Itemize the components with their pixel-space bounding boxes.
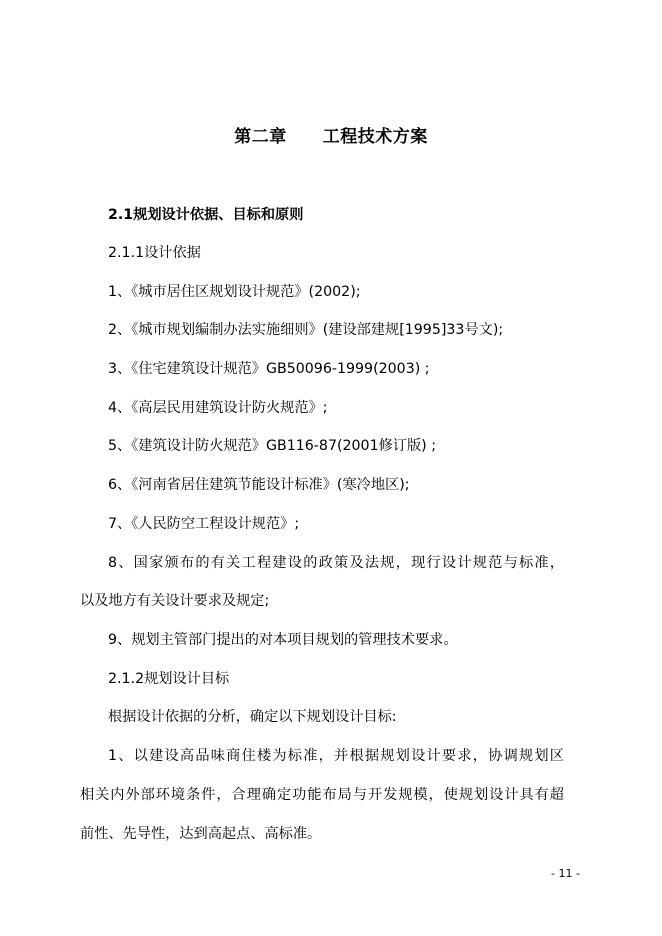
subsection-heading-goals: 2.1.2规划设计目标 [108,671,230,687]
chapter-title [0,122,662,147]
chapter-number: 第二章 [234,127,287,147]
basis-item-8-line-1: 8、国家颁布的有关工程建设的政策及法规，现行设计规范与标准， [108,555,564,571]
subsection-heading-basis: 2.1.1设计依据 [108,245,201,261]
basis-item-5: 5、《建筑设计防火规范》GB116-87(2001修订版) ; [108,438,436,454]
basis-item-2: 2、《城市规划编制办法实施细则》(建设部建规[1995]33号文); [108,322,504,338]
goals-intro: 根据设计依据的分析，确定以下规划设计目标: [108,709,397,725]
basis-item-9: 9、规划主管部门提出的对本项目规划的管理技术要求。 [108,632,458,648]
basis-item-8-line-2: 以及地方有关设计要求及规定; [80,593,270,609]
basis-item-6: 6、《河南省居住建筑节能设计标准》(寒冷地区); [108,477,410,493]
goal-1-line-3: 前性、先导性，达到高起点、高标准。 [80,826,322,842]
basis-item-7: 7、《人民防空工程设计规范》; [108,516,300,532]
basis-item-1: 1、《城市居住区规划设计规范》(2002); [108,284,361,300]
basis-item-4: 4、《高层民用建筑设计防火规范》; [108,400,328,416]
page-number: - 11 - [551,867,580,880]
chapter-name: 工程技术方案 [322,127,428,147]
basis-item-3: 3、《住宅建筑设计规范》GB50096-1999(2003) ; [108,361,430,377]
goal-1-line-1: 1、以建设高品味商住楼为标准，并根据规划设计要求，协调规划区 [108,748,564,764]
goal-1-line-2: 相关内外部环境条件，合理确定功能布局与开发规模，使规划设计具有超 [80,787,564,803]
section-heading: 2.1规划设计依据、目标和原则 [108,207,304,223]
